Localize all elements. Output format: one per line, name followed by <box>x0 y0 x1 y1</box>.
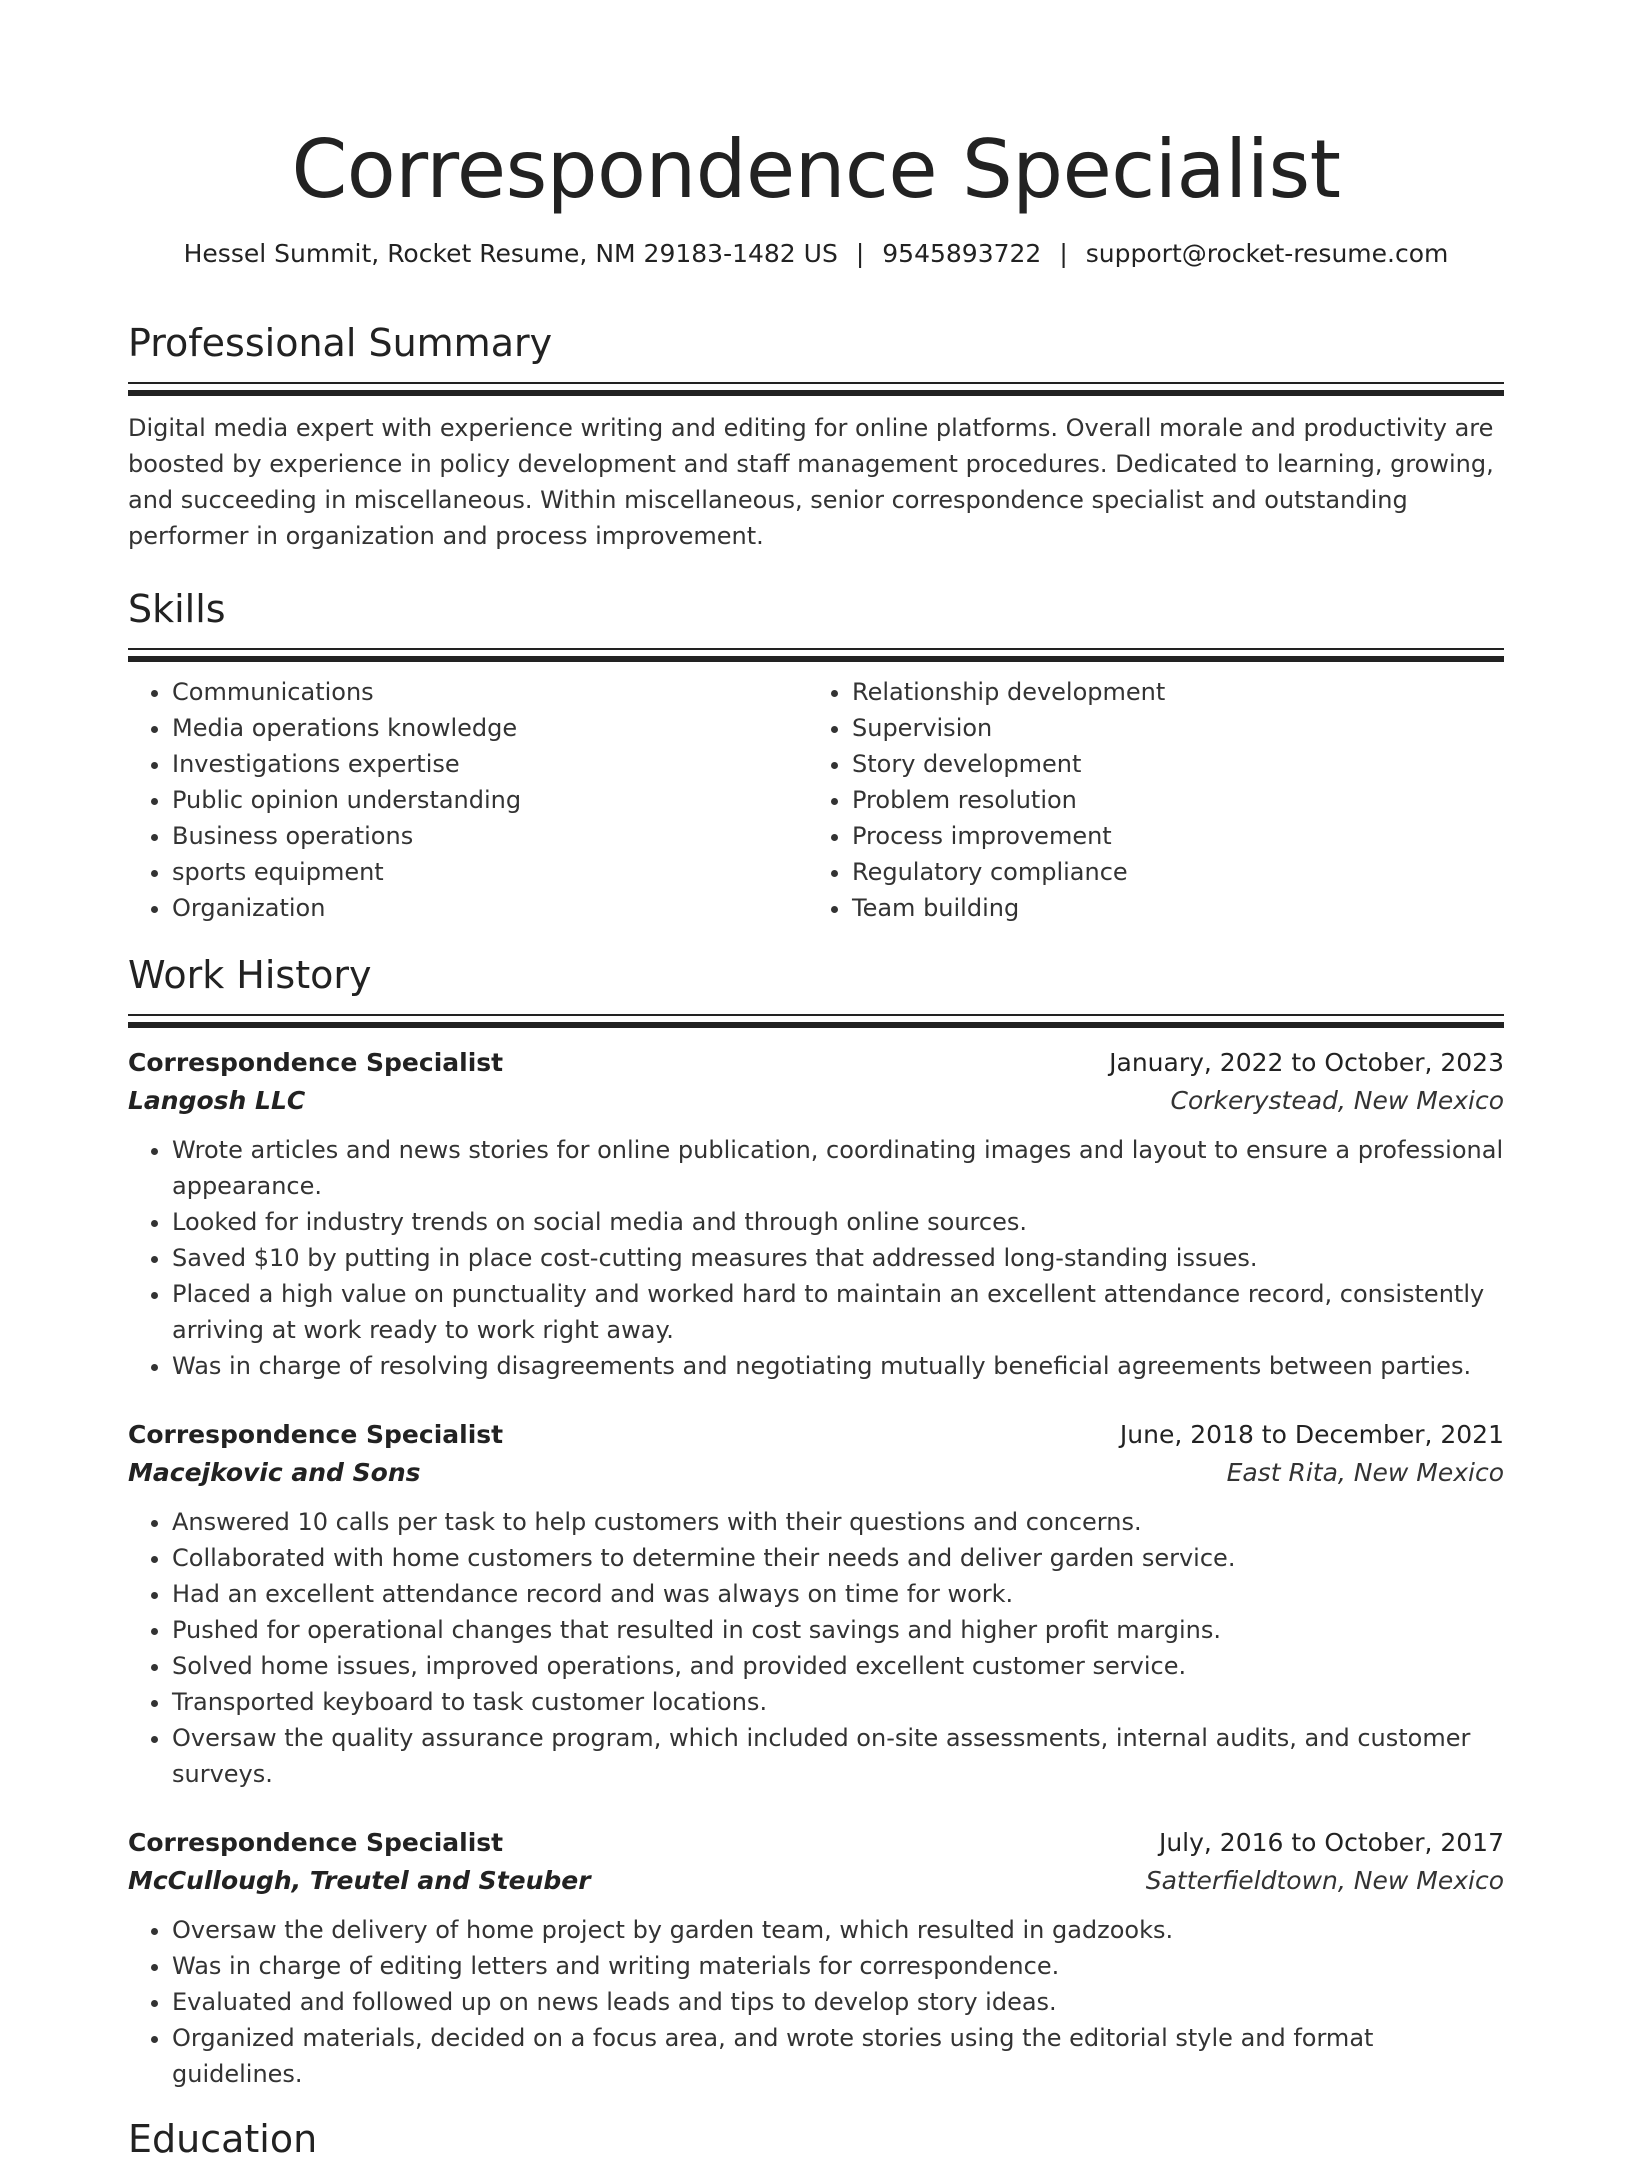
skills-heading: Skills <box>128 587 226 631</box>
skill-item: • Organization <box>172 890 808 926</box>
education-section <box>128 2114 1504 2164</box>
job-bullet: • Transported keyboard to task customer locations. <box>172 1684 1504 1720</box>
skill-item: • Public opinion understanding <box>172 782 808 818</box>
resume-title: Correspondence Specialist <box>291 123 1341 216</box>
job-bullet: • Organized materials, decided on a focus area, and wrote stories using the editorial style and format guidelines. <box>172 2020 1504 2092</box>
summary-text: Digital media expert with experience writing and editing for online platforms. Overall morale and productivity are boosted by experience in policy development and staff management procedures. Dedicated to learning, growing, and succeeding in miscellaneous. Within miscellaneous, senior correspondence specialist and outstanding performer in organization and process improvement. <box>128 414 1494 550</box>
job-bullet: • Pushed for operational changes that resulted in cost savings and higher profit margins. <box>172 1612 1504 1648</box>
skill-item: • Problem resolution <box>852 782 1488 818</box>
job-header-row <box>128 1416 1504 1454</box>
job-company-row <box>128 1082 1504 1120</box>
job-header-row <box>128 1824 1504 1862</box>
job-title: Correspondence Specialist <box>128 1420 504 1449</box>
section-divider <box>128 648 1504 662</box>
job-bullet: • Solved home issues, improved operations, and provided excellent customer service. <box>172 1648 1504 1684</box>
job-bullets <box>128 1504 1504 1792</box>
contact-line <box>128 236 1504 272</box>
skill-item: • Investigations expertise <box>172 746 808 782</box>
job-dates: July, 2016 to October, 2017 <box>1158 1828 1504 1857</box>
contact-separator: | <box>855 239 865 268</box>
contact-phone: 9545893722 <box>882 239 1042 268</box>
job-company: McCullough, Treutel and Steuber <box>128 1866 591 1895</box>
skill-item: • Communications <box>172 674 808 710</box>
job-bullet: • Was in charge of resolving disagreements and negotiating mutually beneficial agreements between parties. <box>172 1348 1504 1384</box>
skill-item: • Media operations knowledge <box>172 710 808 746</box>
job-bullet: • Evaluated and followed up on news leads and tips to develop story ideas. <box>172 1984 1504 2020</box>
work-history-heading: Work History <box>128 953 372 997</box>
contact-separator: | <box>1059 239 1068 268</box>
job-header-row <box>128 1044 1504 1082</box>
work-history-section <box>128 950 1504 2092</box>
job-company: Langosh LLC <box>128 1086 306 1115</box>
skill-item: • Regulatory compliance <box>852 854 1488 890</box>
job-location: Satterfieldtown, New Mexico <box>1145 1866 1504 1895</box>
job-bullet: • Looked for industry trends on social media and through online sources. <box>172 1204 1504 1240</box>
skills-section <box>128 584 1504 926</box>
resume-page <box>128 0 1504 2164</box>
skill-item: • sports equipment <box>172 854 808 890</box>
job-company: Macejkovic and Sons <box>128 1458 421 1487</box>
skills-list-left <box>128 674 808 926</box>
job-entry <box>128 1824 1504 2092</box>
job-bullet: • Wrote articles and news stories for online publication, coordinating images and layout to ensure a professional appearance. <box>172 1132 1504 1204</box>
job-company-row <box>128 1862 1504 1900</box>
job-bullet: • Had an excellent attendance record and was always on time for work. <box>172 1576 1504 1612</box>
skill-item: • Story development <box>852 746 1488 782</box>
summary-section <box>128 318 1504 554</box>
job-bullet: • Saved $10 by putting in place cost-cutting measures that addressed long-standing issues. <box>172 1240 1504 1276</box>
job-company-row <box>128 1454 1504 1492</box>
skills-columns <box>128 674 1504 926</box>
job-title: Correspondence Specialist <box>128 1828 504 1857</box>
job-bullet: • Answered 10 calls per task to help customers with their questions and concerns. <box>172 1504 1504 1540</box>
job-title: Correspondence Specialist <box>128 1048 504 1077</box>
skills-list-right <box>808 674 1488 926</box>
skill-item: • Process improvement <box>852 818 1488 854</box>
job-location: East Rita, New Mexico <box>1226 1458 1504 1487</box>
job-bullet: • Collaborated with home customers to determine their needs and deliver garden service. <box>172 1540 1504 1576</box>
job-dates: January, 2022 to October, 2023 <box>1109 1048 1504 1077</box>
skill-item: • Team building <box>852 890 1488 926</box>
job-entry <box>128 1044 1504 1384</box>
skill-item: • Supervision <box>852 710 1488 746</box>
job-dates: June, 2018 to December, 2021 <box>1119 1420 1504 1449</box>
contact-email: support@rocket-resume.com <box>1085 239 1449 268</box>
job-bullet: • Oversaw the delivery of home project by garden team, which resulted in gadzooks. <box>172 1912 1504 1948</box>
job-entry <box>128 1416 1504 1792</box>
job-bullet: • Was in charge of editing letters and writing materials for correspondence. <box>172 1948 1504 1984</box>
summary-heading: Professional Summary <box>128 321 553 365</box>
job-bullets <box>128 1912 1504 2092</box>
education-heading: Education <box>128 2117 318 2161</box>
job-bullet: • Oversaw the quality assurance program, which included on-site assessments, internal audits, and customer surveys. <box>172 1720 1504 1792</box>
job-bullets <box>128 1132 1504 1384</box>
section-divider <box>128 382 1504 396</box>
contact-address: Hessel Summit, Rocket Resume, NM 29183-1482 US <box>183 239 838 268</box>
skill-item: • Relationship development <box>852 674 1488 710</box>
section-divider <box>128 1014 1504 1028</box>
job-location: Corkerystead, New Mexico <box>1170 1086 1504 1115</box>
skill-item: • Business operations <box>172 818 808 854</box>
job-bullet: • Placed a high value on punctuality and worked hard to maintain an excellent attendance record, consistently arriving at work ready to work right away. <box>172 1276 1504 1348</box>
